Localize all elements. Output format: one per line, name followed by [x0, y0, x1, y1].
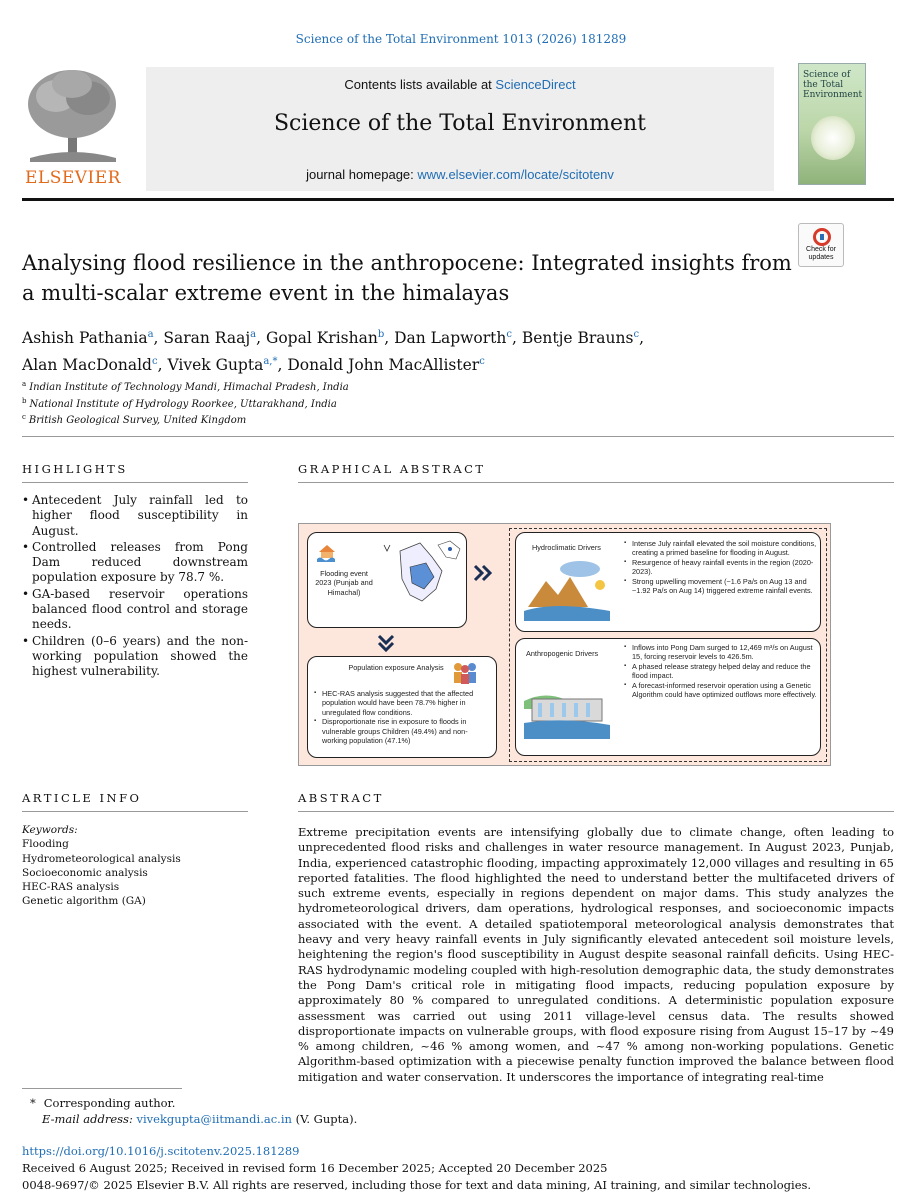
- flooded-house-icon: [316, 541, 338, 563]
- author-name[interactable]: Saran Raaj: [163, 329, 251, 347]
- highlight-item: • Antecedent July rainfall led to higher flood susceptibility in August.: [22, 493, 248, 539]
- article-info-heading: ARTICLE INFO: [22, 791, 142, 805]
- check-for-updates-button[interactable]: [798, 223, 844, 267]
- journal-citation[interactable]: Science of the Total Environment 1013 (2026) 181289: [295, 32, 627, 46]
- journal-cover-image[interactable]: [798, 63, 866, 185]
- publisher-name: ELSEVIER: [25, 168, 121, 188]
- anthropogenic-title: Anthropogenic Drivers: [526, 649, 599, 658]
- author-name[interactable]: Dan Lapworth: [394, 329, 507, 347]
- anthropogenic-list: [624, 643, 818, 699]
- highlight-item: • Controlled releases from Pong Dam reduced downstream population exposure by 78.7 %.: [22, 540, 248, 586]
- author-affiliation-marker[interactable]: b: [377, 329, 385, 340]
- journal-homepage-link[interactable]: www.elsevier.com/locate/scitotenv: [417, 167, 614, 182]
- journal-banner: [146, 67, 774, 191]
- highlights-heading: HIGHLIGHTS: [22, 462, 128, 476]
- author-affiliation-marker[interactable]: c: [151, 356, 158, 367]
- contents-line: Contents lists available at ScienceDirect: [344, 77, 576, 92]
- graphical-abstract-heading: GRAPHICAL ABSTRACT: [298, 462, 486, 476]
- anthropogenic-point: ▪ Inflows into Pong Dam surged to 12,469 m³/s on August 15, forcing reservoir levels to 426.5m.: [624, 643, 818, 662]
- affiliation-item: [22, 378, 722, 395]
- keywords-block: [22, 823, 181, 909]
- author-name[interactable]: Vivek Gupta: [167, 356, 264, 374]
- corresponding-author-note: * Corresponding author.: [30, 1096, 176, 1110]
- abstract-heading: ABSTRACT: [298, 791, 384, 805]
- affiliation-text: National Institute of Hydrology Roorkee, Uttarakhand, India: [29, 398, 337, 410]
- affiliations: [22, 378, 722, 428]
- elsevier-tree-icon: [22, 62, 124, 188]
- hydroclimatic-title: Hydroclimatic Drivers: [532, 543, 601, 552]
- email-line: E-mail address: vivekgupta@iitmandi.ac.in (V. Gupta).: [42, 1111, 358, 1126]
- hydroclimatic-panel: [515, 532, 821, 632]
- journal-name: Science of the Total Environment: [273, 111, 647, 136]
- population-point: ▪ Disproportionate rise in exposure to floods in vulnerable groups Children (49.4%) and non-working population (47.1%): [314, 717, 492, 745]
- abstract-rule: [298, 811, 894, 812]
- check-updates-label: Check for updates: [806, 246, 836, 261]
- punjab-himachal-map-icon: [380, 537, 466, 623]
- hydroclimatic-point: ▪ Intense July rainfall elevated the soil moisture conditions, creating a primed baseline for flooding in August.: [624, 539, 818, 558]
- header-rule: [22, 198, 894, 201]
- water-cycle-illustration: [524, 559, 610, 621]
- article-title: Analysing flood resilience in the anthropocene: Integrated insights from a multi-scalar extreme event in the himalayas: [22, 251, 792, 305]
- dam-illustration: [524, 679, 610, 743]
- affiliation-marker: b: [22, 396, 27, 405]
- article-info-rule: [22, 811, 248, 812]
- publication-footer: [22, 1143, 811, 1194]
- highlight-item: • GA-based reservoir operations balanced flood control and storage needs.: [22, 587, 248, 633]
- author-name[interactable]: Bentje Brauns: [521, 329, 634, 347]
- author-email-link[interactable]: vivekgupta@iitmandi.ac.in: [136, 1111, 292, 1126]
- author-affiliation-marker[interactable]: a,*: [263, 356, 278, 367]
- author-name[interactable]: Donald John MacAllister: [287, 356, 480, 374]
- highlight-item: • Children (0–6 years) and the non-working population showed the highest vulnerability.: [22, 634, 248, 680]
- chevron-down-icon: [377, 634, 395, 652]
- people-group-icon: [450, 661, 480, 685]
- doi-link[interactable]: https://doi.org/10.1016/j.scitotenv.2025.181289: [22, 1144, 300, 1158]
- keyword: HEC-RAS analysis: [22, 881, 120, 894]
- copyright-notice: 0048-9697/© 2025 Elsevier B.V. All rights are reserved, including those for text and data mining, AI training, and similar technologies.: [22, 1178, 812, 1192]
- author-affiliation-marker[interactable]: a: [147, 329, 154, 340]
- population-exposure-title: Population exposure Analysis: [348, 663, 444, 672]
- highlights-list: [22, 493, 248, 681]
- keyword: Socioeconomic analysis: [22, 866, 148, 879]
- author-list: Ashish Pathania$^a$, Saran Raaj$^a$, Gopal Krishan$^b$, Dan Lapworth$^c$, Bentje Brauns$^c$, Alan MacDonald$^c$, Vivek Gupta$^{a,*}$, Donald John MacAllister$^c$: [22, 329, 645, 374]
- author-affiliation-marker[interactable]: c: [506, 329, 512, 340]
- keyword: Hydrometeorological analysis: [22, 852, 181, 865]
- homepage-line: journal homepage: www.elsevier.com/locate/scitotenv: [306, 167, 614, 182]
- author-name[interactable]: Ashish Pathania: [22, 329, 148, 347]
- affiliation-marker: a: [22, 380, 27, 388]
- highlights-rule: [22, 482, 248, 483]
- hydroclimatic-list: [624, 539, 818, 595]
- author-name[interactable]: Alan MacDonald: [22, 356, 152, 374]
- affiliations-divider: [22, 436, 894, 437]
- population-exposure-panel: [307, 656, 497, 758]
- population-point: ▪ HEC-RAS analysis suggested that the affected population would have been 78.7% higher in unregulated flow conditions.: [314, 689, 492, 717]
- anthropogenic-panel: [515, 638, 821, 756]
- author-name[interactable]: Gopal Krishan: [265, 329, 378, 347]
- corresponding-footnote: [22, 1096, 357, 1127]
- affiliation-item: [22, 395, 722, 412]
- check-updates-icon: [813, 228, 831, 246]
- flood-event-panel: [307, 532, 467, 628]
- affiliation-marker: c: [22, 413, 26, 421]
- cover-title: Science of the Total Environment: [803, 70, 863, 100]
- sciencedirect-link[interactable]: ScienceDirect: [495, 77, 576, 92]
- chevron-right-icon: [473, 564, 495, 582]
- flood-event-label: Flooding event 2023 (Punjab and Himachal): [315, 569, 373, 597]
- affiliation-text: British Geological Survey, United Kingdom: [28, 415, 247, 426]
- author-affiliation-marker[interactable]: c: [633, 329, 640, 340]
- hydroclimatic-point: ▪ Resurgence of heavy rainfall events in the region (2020-2023).: [624, 558, 818, 577]
- anthropogenic-point: ▪ A forecast-informed reservoir operation using a Genetic Algorithm could have optimized outflows more effectively.: [624, 681, 818, 700]
- hydroclimatic-point: ▪ Strong upwelling movement (~1.6 Pa/s on Aug 13 and ~1.92 Pa/s on Aug 14) triggered extreme rainfall events.: [624, 577, 818, 596]
- received-dates: Received 6 August 2025; Received in revised form 16 December 2025; Accepted 20 December 2025: [22, 1161, 608, 1175]
- abstract-text: Extreme precipitation events are intensifying globally due to climate change, often leading to unprecedented flood risks and challenges in water resource management. In August 2023, Punjab, India, experienced catastrophic flooding, impacting approximately 12,000 villages and resulting in 65 reported fatalities. The flood highlighted the need to understand better the multifaceted drivers of such extreme events, especially in regions dependent on major dams. This study analyzes the hydrometeorological drivers, dam operations, hydrological responses, and socioeconomic impacts associated with the event. A detailed spatiotemporal meteorological analysis demonstrates that heavy and very heavy rainfall events in July significantly elevated antecedent soil moisture levels, heightening the region's flood susceptibility in August despite seasonal rainfall deficits. Using HEC-RAS hydrodynamic modeling coupled with high-resolution demographic data, the study demonstrates the Pong Dam's critical role in mitigating flood impacts, reducing population exposure by approximately 80 % compared to unregulated conditions. A deterministic population exposure assessment was carried out using 2011 village-level census data. The results showed disproportionate impacts on vulnerable groups, with flood exposure rising from August 15–17 by ~49 % among children, ~46 % among women, and ~47 % among non-working populations. Genetic Algorithm-based optimization with a piecewise penalty function improved the balance between flood mitigation and water conservation. It underscores the importance of integrating real-time: [298, 825, 894, 1084]
- keyword: Flooding: [22, 838, 69, 851]
- author-affiliation-marker[interactable]: c: [479, 356, 485, 367]
- keywords-label: Keywords:: [22, 824, 78, 836]
- graphical-abstract-figure[interactable]: [298, 523, 831, 766]
- affiliation-item: [22, 411, 722, 428]
- population-exposure-list: [314, 689, 492, 745]
- elsevier-logo: [22, 62, 124, 188]
- author-affiliation-marker[interactable]: a: [250, 329, 257, 340]
- anthropogenic-point: ▪ A phased release strategy helped delay and reduce the flood impact.: [624, 662, 818, 681]
- keyword: Genetic algorithm (GA): [22, 895, 146, 908]
- footnote-rule: [22, 1088, 182, 1089]
- cover-artwork: [811, 116, 855, 160]
- affiliation-text: Indian Institute of Technology Mandi, Himachal Pradesh, India: [29, 382, 349, 393]
- graphical-abstract-rule: [298, 482, 894, 483]
